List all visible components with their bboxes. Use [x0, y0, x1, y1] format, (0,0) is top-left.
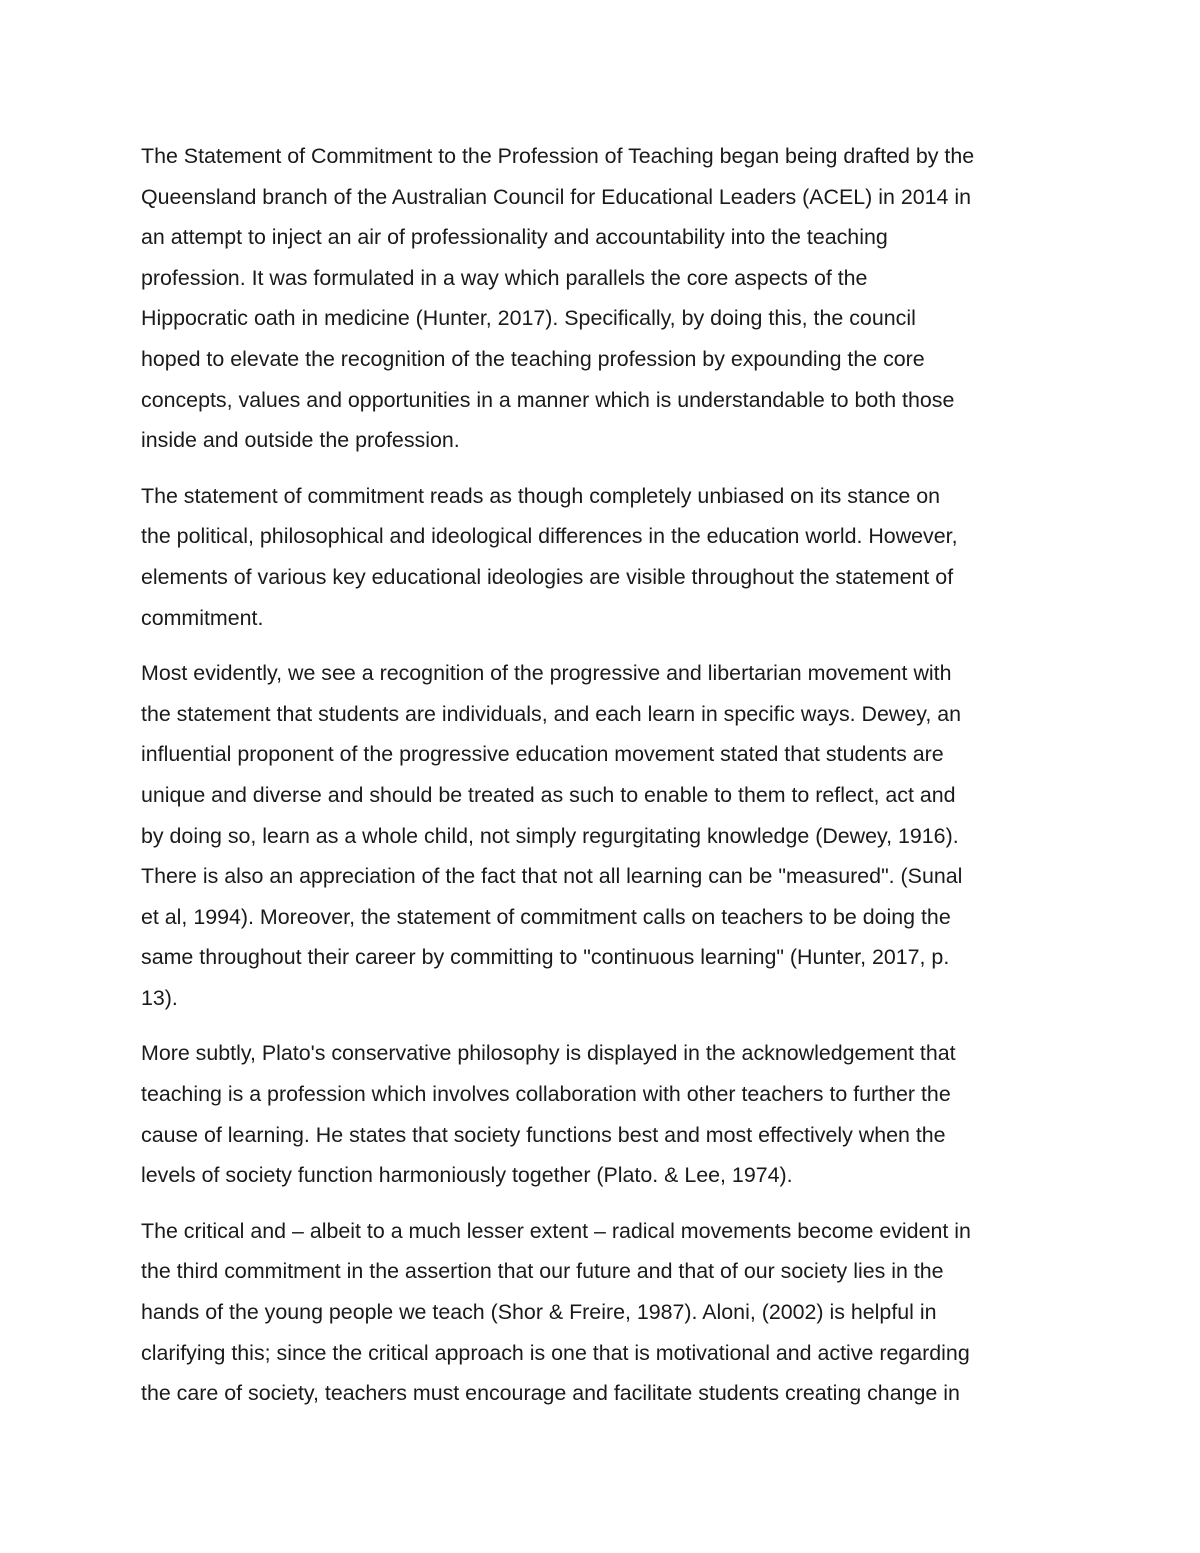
- text-line: teaching is a profession which involves collaboration with other teachers to further the: [141, 1082, 951, 1107]
- text-line: inside and outside the profession.: [141, 428, 460, 453]
- text-line: 13).: [141, 985, 178, 1010]
- text-line: The critical and – albeit to a much lesser extent – radical movements become evident in: [141, 1218, 971, 1243]
- text-line: Queensland branch of the Australian Council for Educational Leaders (ACEL) in 2014 in: [141, 184, 971, 209]
- text-line: More subtly, Plato's conservative philosophy is displayed in the acknowledgement that: [141, 1041, 956, 1066]
- text-line: levels of society function harmoniously together (Plato. & Lee, 1974).: [141, 1163, 793, 1188]
- paragraph-2: [141, 476, 1071, 638]
- text-line: There is also an appreciation of the fact that not all learning can be "measured". (Sunal: [141, 864, 963, 889]
- text-line: the care of society, teachers must encourage and facilitate students creating change in: [141, 1381, 960, 1406]
- document-page: [141, 136, 1071, 1429]
- text-line: an attempt to inject an air of professionality and accountability into the teaching: [141, 225, 888, 250]
- paragraph-1: [141, 136, 1071, 461]
- text-line: Most evidently, we see a recognition of the progressive and libertarian movement with: [141, 661, 952, 686]
- paragraph-4: [141, 1033, 1071, 1195]
- text-line: The Statement of Commitment to the Profession of Teaching began being drafted by the: [141, 144, 975, 168]
- paragraph-5: [141, 1211, 1071, 1414]
- text-line: hands of the young people we teach (Shor & Freire, 1987). Aloni, (2002) is helpful in: [141, 1300, 937, 1325]
- text-line: commitment.: [141, 605, 264, 630]
- text-line: hoped to elevate the recognition of the teaching profession by expounding the core: [141, 346, 925, 371]
- text-line: same throughout their career by committing to "continuous learning" (Hunter, 2017, p.: [141, 945, 950, 970]
- text-line: Hippocratic oath in medicine (Hunter, 2017). Specifically, by doing this, the council: [141, 306, 916, 331]
- text-line: unique and diverse and should be treated as such to enable to them to reflect, act and: [141, 782, 956, 807]
- text-line: concepts, values and opportunities in a manner which is understandable to both those: [141, 387, 955, 412]
- text-line: influential proponent of the progressive education movement stated that students are: [141, 742, 944, 767]
- text-line: clarifying this; since the critical approach is one that is motivational and active regarding: [141, 1340, 970, 1365]
- text-line: the third commitment in the assertion that our future and that of our society lies in the: [141, 1259, 944, 1284]
- text-line: the political, philosophical and ideological differences in the education world. However,: [141, 524, 958, 549]
- text-line: et al, 1994). Moreover, the statement of commitment calls on teachers to be doing the: [141, 904, 951, 929]
- text-line: the statement that students are individuals, and each learn in specific ways. Dewey, an: [141, 701, 962, 726]
- paragraph-3: [141, 653, 1071, 1018]
- text-line: cause of learning. He states that society functions best and most effectively when the: [141, 1122, 946, 1147]
- text-line: profession. It was formulated in a way which parallels the core aspects of the: [141, 265, 868, 290]
- text-line: by doing so, learn as a whole child, not simply regurgitating knowledge (Dewey, 1916).: [141, 823, 959, 848]
- text-line: The statement of commitment reads as though completely unbiased on its stance on: [141, 483, 941, 508]
- text-line: elements of various key educational ideologies are visible throughout the statement of: [141, 564, 954, 589]
